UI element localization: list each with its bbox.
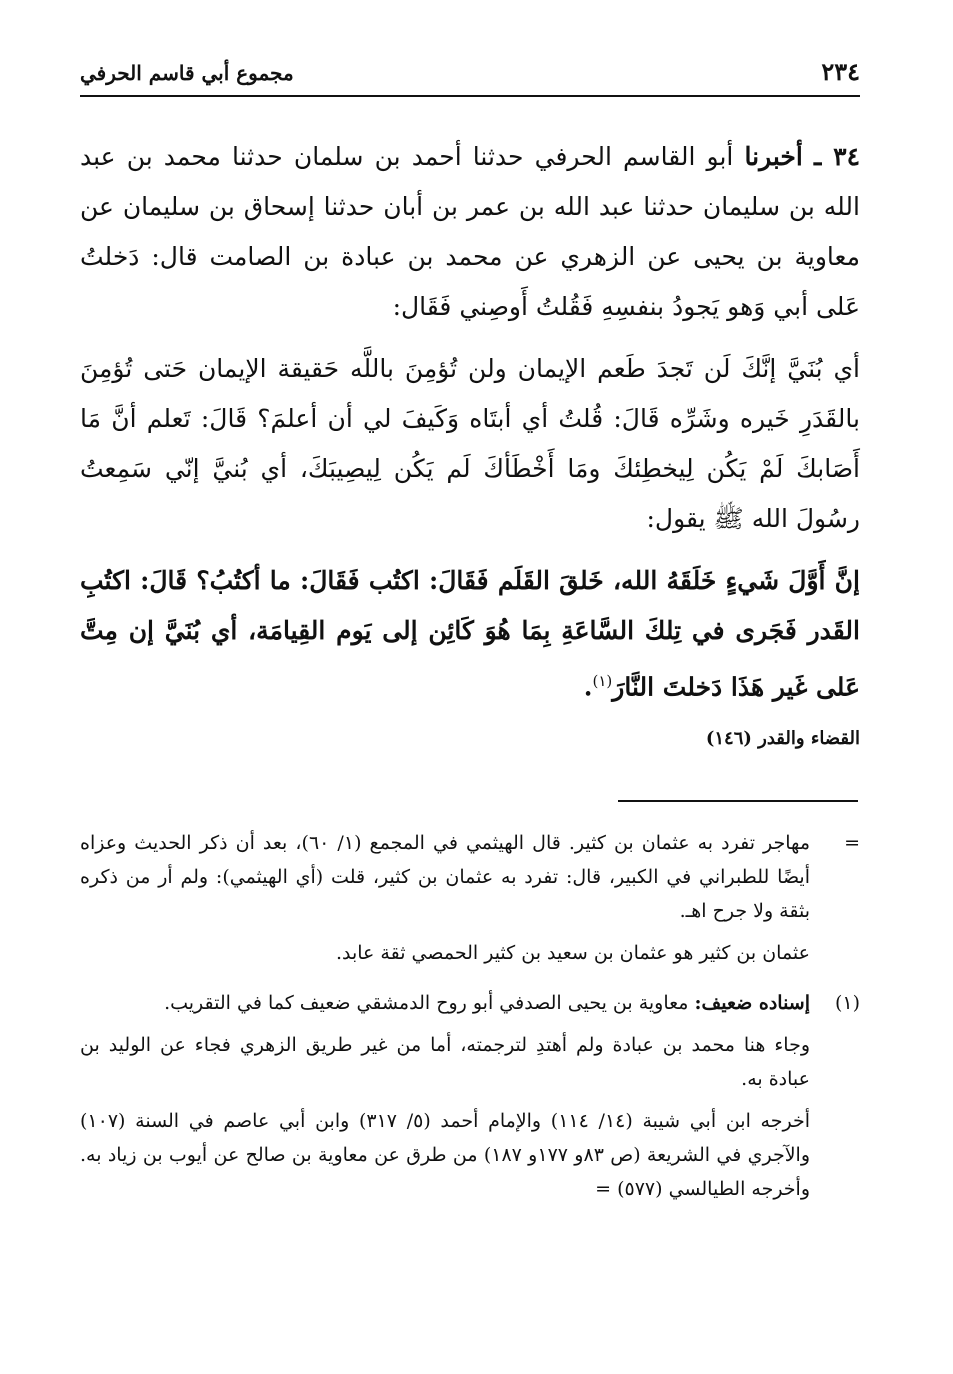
hadith-isnad-paragraph bbox=[80, 132, 860, 332]
continuation-paragraph: عثمان بن كثير هو عثمان بن سعيد بن كثير الحمصي ثقة عابد. bbox=[335, 942, 810, 964]
page-header bbox=[80, 55, 860, 97]
hadith-matn-paragraph bbox=[80, 344, 860, 544]
footnote-1 bbox=[80, 986, 860, 1214]
chapter-reference: القضاء والقدر (١٤٦) bbox=[705, 728, 860, 750]
hadith-number: ٣٤ ـ bbox=[813, 142, 861, 171]
footnote-paragraph: وجاء هنا محمد بن عبادة ولم أهتدِ لترجمته، أما من غير طريق الزهري فجاء عن الوليد بن عبادة به. bbox=[80, 1034, 810, 1090]
hadith-isnad-text: أبو القاسم الحرفي حدثنا أحمد بن سلمان حدثنا محمد بن عبد الله بن سليمان حدثنا عبد الله بن عمر بن أبان حدثنا إسحاق بن سليمان عن معاوية بن يحيى عن الزهري عن محمد بن عبادة بن الصامت قال: دَخلتُ عَلى أبي وَهو يَجودُ بنفسِهِ فَقُلتُ أَوصِني فَقَال: bbox=[80, 142, 860, 321]
quote-end-mark: . bbox=[583, 672, 593, 702]
prophetic-quote bbox=[80, 556, 860, 712]
footnote-text: معاوية بن يحيى الصدفي أبو روح الدمشقي ضعيف كما في التقريب. bbox=[164, 992, 689, 1014]
footnotes-section bbox=[80, 826, 860, 1222]
footnote-continuation bbox=[80, 826, 860, 978]
footnote-1-marker: (١) bbox=[834, 992, 860, 1014]
hadith-lead-word: أخبرنا bbox=[744, 142, 803, 171]
continuation-marker: = bbox=[844, 832, 860, 854]
prophetic-quote-text: إنَّ أَوَّلَ شَيءٍ خَلَقَهُ الله، خَلقَ القَلَم فَقَالَ: اكتُب فَقَالَ: ما أكتُبُ؟ قَالَ: اكتُبِ القَدر فَجَرى في تِلكَ السَّاعَةِ بِمَا هُوَ كَائِن إلى يَوم القِيامَة، أي بُنَيَّ إن مِتَّ عَلى غَير هَذَا دَخلتَ النَّارَ bbox=[80, 566, 860, 702]
continuation-body bbox=[80, 826, 810, 978]
continuation-paragraph: مهاجر تفرد به عثمان بن كثير. قال الهيثمي في المجمع (١/ ٦٠)، بعد أن ذكر الحديث وعزاه أيضًا للطبراني في الكبير، قال: تفرد به عثمان بن كثير، قلت (أي الهيثمي): ولم أر من ذكره بثقة ولا جرح اهـ. bbox=[80, 832, 810, 922]
footnote-reference[interactable]: (١) bbox=[592, 672, 613, 690]
footnote-paragraph: أخرجه ابن أبي شيبة (١٤/ ١١٤) والإمام أحمد (٥/ ٣١٧) وابن أبي عاصم في السنة (١٠٧) والآجري في الشريعة (ص ٨٣و ١٧٧و ١٨٧) من طرق عن معاوية بن صالح عن أيوب بن زياد به. وأخرجه الطيالسي (٥٧٧) = bbox=[80, 1110, 811, 1200]
footnote-paragraph bbox=[80, 986, 810, 1020]
footnote-divider bbox=[618, 800, 858, 802]
running-title: مجموع أبي قاسم الحرفي bbox=[80, 61, 294, 85]
page-number: ٢٣٤ bbox=[821, 57, 860, 86]
hadith-matn-text: أي بُنَيَّ إنَّكَ لَن تَجدَ طَعم الإيمان ولن تُؤمِنَ باللَّه حَقيقة الإيمان حَتى تُؤمِنَ بالقَدَرِ خَيره وشَرِّه قَالَ: قُلتُ أي أبتَاه وَكَيفَ لي أن أعلمَ؟ قَالَ: تَعلم أنَّ مَا أَصَابكَ لَمْ يَكُن لِيخطِئكَ ومَا أَخْطَأكَ لَم يَكُن لِيصِيبَكَ، أي بُنيَّ إنّي سَمِعتُ رسُولَ الله ﷺ يقول: bbox=[80, 354, 860, 533]
main-text bbox=[80, 132, 860, 754]
footnote-lead: إسناده ضعيف: bbox=[694, 992, 810, 1014]
footnote-1-body bbox=[80, 986, 810, 1214]
